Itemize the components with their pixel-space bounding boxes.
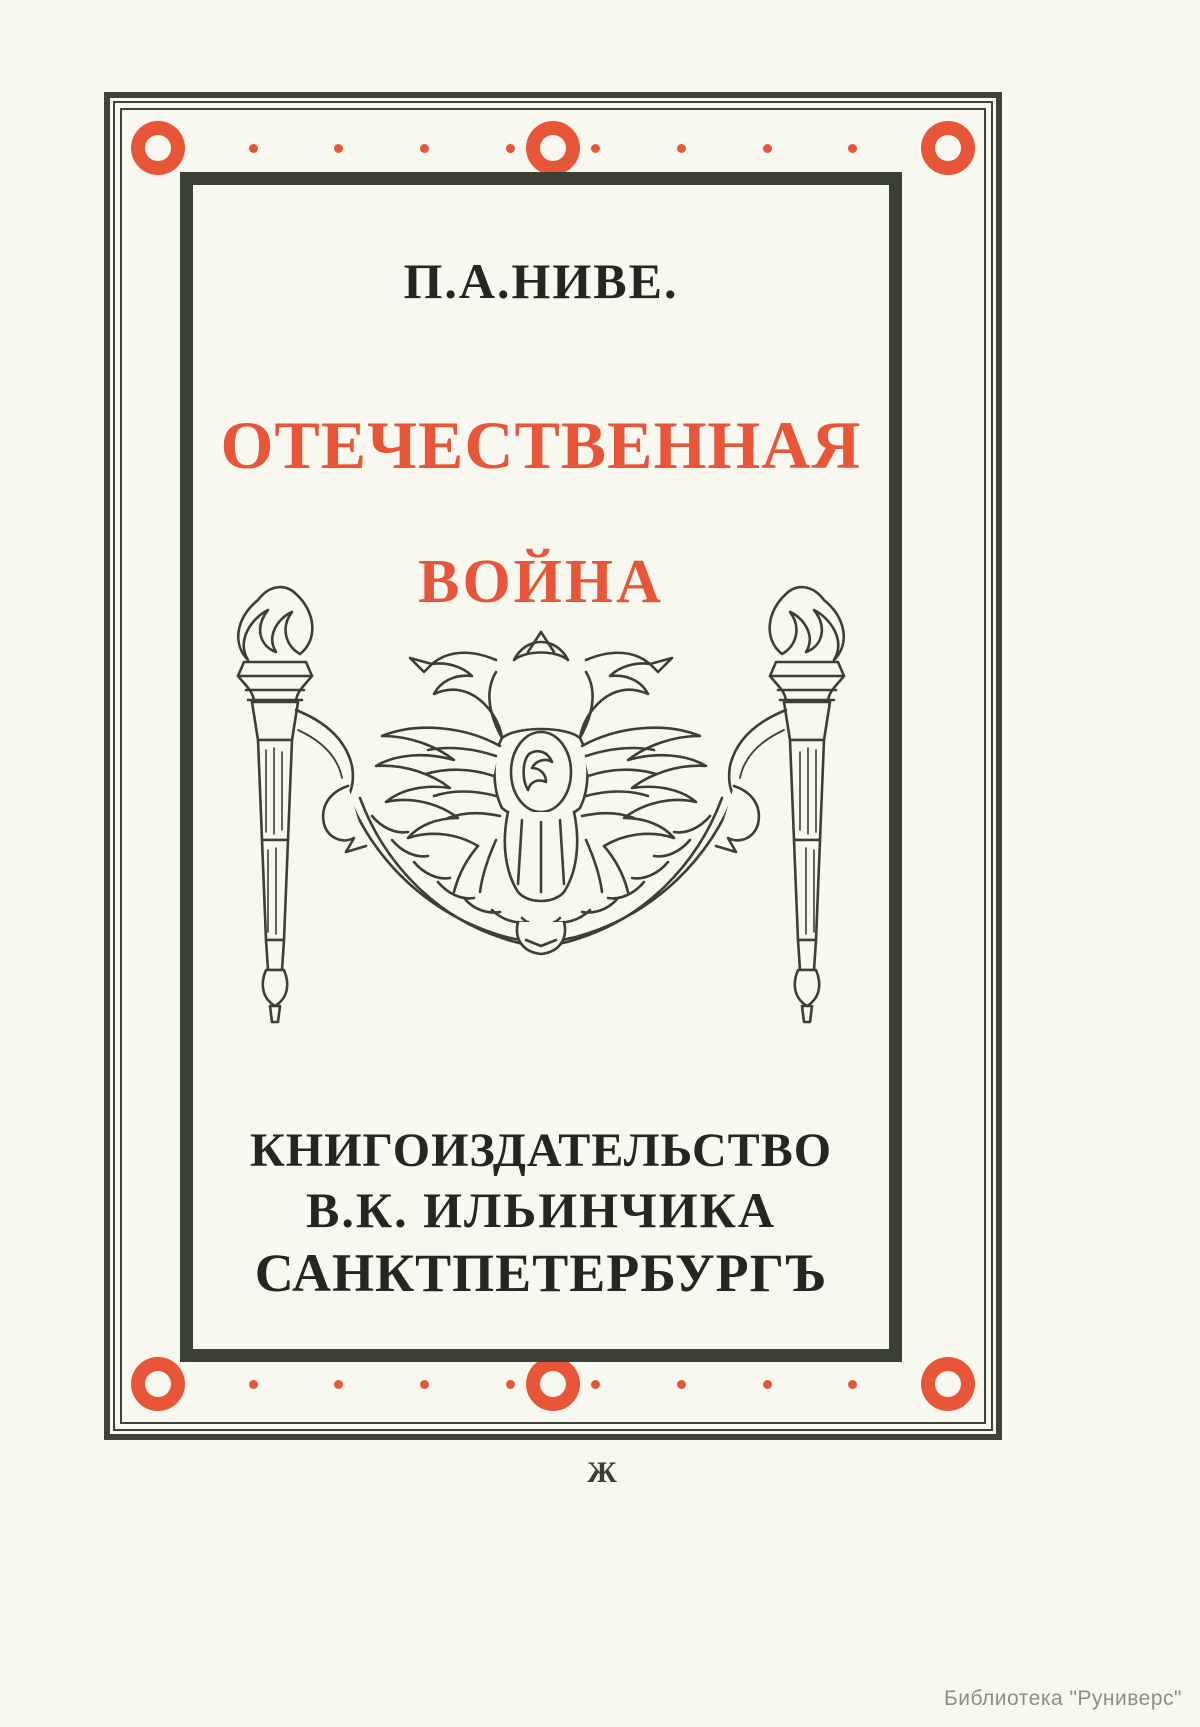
tulip-lyre-motif bbox=[923, 1198, 969, 1260]
tulip-lyre-motif bbox=[137, 1198, 183, 1260]
ornament-dot bbox=[763, 1380, 772, 1389]
ornament-dot bbox=[677, 1380, 686, 1389]
printers-mark: Ж bbox=[587, 1456, 613, 1489]
tulip-lyre-motif bbox=[923, 1114, 969, 1176]
tulip-lyre-motif bbox=[923, 861, 969, 923]
ornament-column-right bbox=[910, 184, 982, 1348]
book-title-sub: ВОЙНА bbox=[418, 548, 664, 616]
tulip-lyre-motif bbox=[923, 777, 969, 839]
ornament-dot bbox=[591, 144, 600, 153]
tulip-lyre-motif bbox=[865, 1361, 927, 1407]
publisher-line: КНИГОИЗДАТЕЛЬСТВО bbox=[249, 1123, 833, 1177]
tulip-lyre-motif bbox=[779, 1361, 841, 1407]
rosette-ornament bbox=[131, 1357, 185, 1411]
tulip-lyre-motif bbox=[923, 609, 969, 671]
ornament-dot bbox=[848, 1380, 857, 1389]
tulip-lyre-motif bbox=[137, 272, 183, 334]
rosette-ornament bbox=[921, 1357, 975, 1411]
ornament-dot bbox=[506, 144, 515, 153]
tulip-lyre-motif bbox=[137, 777, 183, 839]
ornament-dot bbox=[591, 1380, 600, 1389]
rosette-ornament bbox=[921, 121, 975, 175]
tulip-lyre-motif bbox=[137, 440, 183, 502]
book-title-main: ОТЕЧЕСТВЕННАЯ bbox=[220, 407, 862, 483]
publisher-city: САНКТПЕТЕРБУРГЪ bbox=[254, 1243, 828, 1304]
tulip-lyre-motif bbox=[436, 1361, 498, 1407]
tulip-lyre-motif bbox=[693, 125, 755, 171]
tulip-lyre-motif bbox=[137, 693, 183, 755]
tulip-lyre-motif bbox=[351, 1361, 413, 1407]
ornament-dot bbox=[677, 144, 686, 153]
tulip-lyre-motif bbox=[137, 861, 183, 923]
tulip-lyre-motif bbox=[137, 609, 183, 671]
tulip-lyre-motif bbox=[137, 525, 183, 587]
ornament-dot bbox=[420, 1380, 429, 1389]
tulip-lyre-motif bbox=[608, 1361, 670, 1407]
publisher-line: В.К. ИЛЬИНЧИКА bbox=[305, 1182, 777, 1239]
tulip-lyre-motif bbox=[923, 693, 969, 755]
tulip-lyre-motif bbox=[923, 272, 969, 334]
tulip-lyre-motif bbox=[137, 1029, 183, 1091]
title-block bbox=[195, 190, 887, 1345]
ornament-dot bbox=[848, 144, 857, 153]
tulip-lyre-motif bbox=[923, 1282, 969, 1344]
tulip-lyre-motif bbox=[923, 356, 969, 418]
tulip-lyre-motif bbox=[137, 188, 183, 250]
tulip-lyre-motif bbox=[351, 125, 413, 171]
ornament-dot bbox=[420, 144, 429, 153]
tulip-lyre-motif bbox=[137, 1282, 183, 1344]
publisher-block bbox=[195, 1122, 887, 1307]
tulip-lyre-motif bbox=[265, 125, 327, 171]
tulip-lyre-motif bbox=[923, 525, 969, 587]
tulip-lyre-motif bbox=[179, 125, 241, 171]
tulip-lyre-motif bbox=[436, 125, 498, 171]
ornament-dot bbox=[506, 1380, 515, 1389]
ornament-dot bbox=[334, 144, 343, 153]
ornament-dot bbox=[249, 1380, 258, 1389]
ornament-dot bbox=[249, 144, 258, 153]
tulip-lyre-motif bbox=[179, 1361, 241, 1407]
tulip-lyre-motif bbox=[608, 125, 670, 171]
author-name: П.А.НИВЕ. bbox=[403, 253, 679, 309]
rosette-ornament bbox=[526, 1357, 580, 1411]
tulip-lyre-motif bbox=[865, 125, 927, 171]
tulip-lyre-motif bbox=[693, 1361, 755, 1407]
tulip-lyre-motif bbox=[265, 1361, 327, 1407]
tulip-lyre-motif bbox=[923, 945, 969, 1007]
tulip-lyre-motif bbox=[923, 188, 969, 250]
rosette-ornament bbox=[526, 121, 580, 175]
tulip-lyre-motif bbox=[923, 1029, 969, 1091]
tulip-lyre-motif bbox=[137, 356, 183, 418]
tulip-lyre-motif bbox=[137, 1114, 183, 1176]
rosette-ornament bbox=[131, 121, 185, 175]
tulip-lyre-motif bbox=[137, 945, 183, 1007]
library-watermark: Библиотека "Руниверс" bbox=[943, 1687, 1182, 1710]
tulip-lyre-motif bbox=[923, 440, 969, 502]
tulip-lyre-motif bbox=[779, 125, 841, 171]
ornament-dot bbox=[334, 1380, 343, 1389]
ornament-dot bbox=[763, 144, 772, 153]
